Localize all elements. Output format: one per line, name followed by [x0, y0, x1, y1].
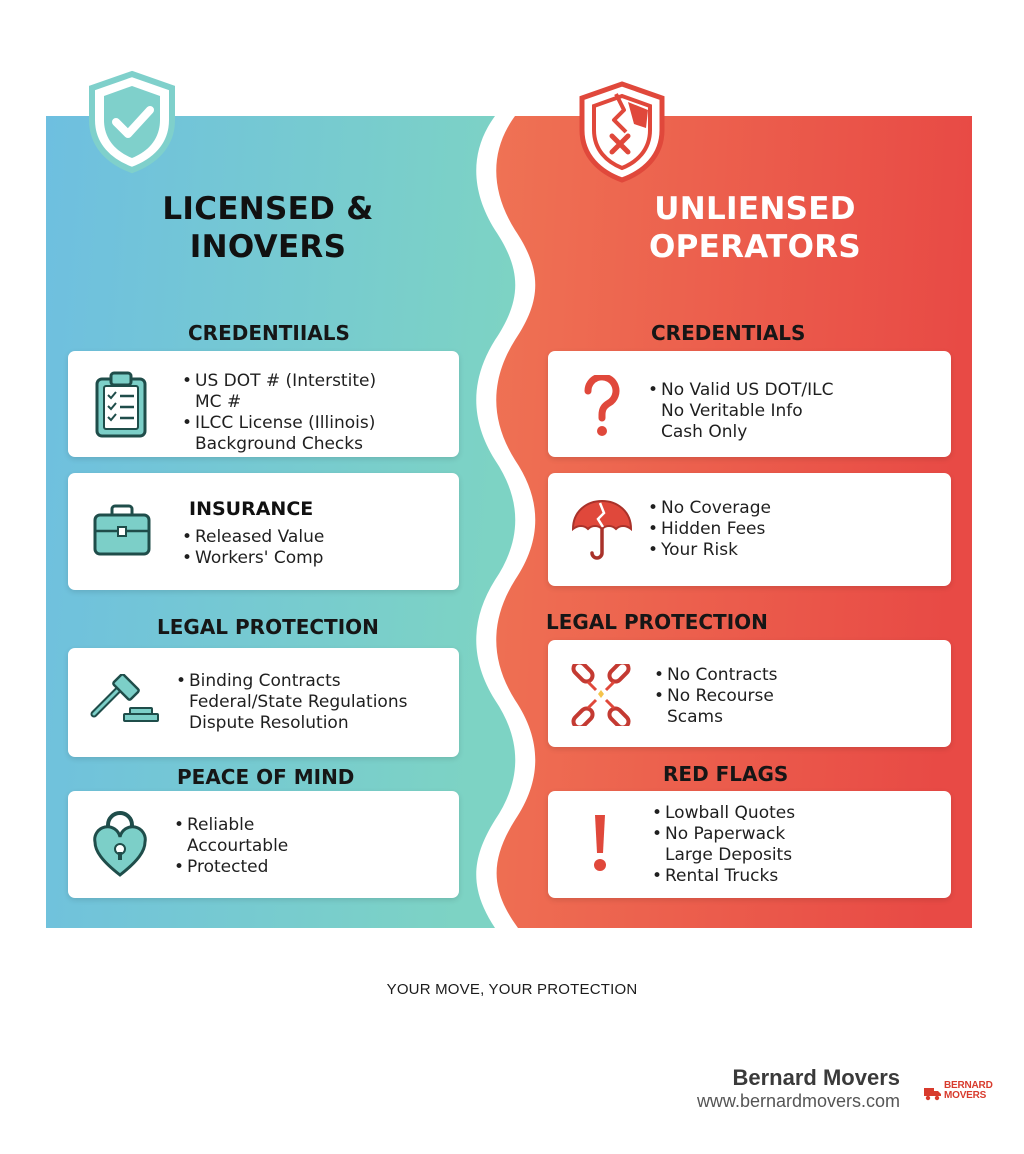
- list-item: • Hidden Fees: [648, 519, 771, 540]
- right-legal-list: [654, 665, 778, 728]
- right-credentials-list: [648, 380, 833, 443]
- list-item: Cash Only: [661, 422, 748, 442]
- list-item: Large Deposits: [665, 845, 793, 865]
- right-title-line-2: OPERATORS: [648, 229, 862, 265]
- list-item: • Your Risk: [648, 540, 771, 561]
- brand-url[interactable]: www.bernardmovers.com: [696, 1091, 900, 1111]
- list-item: • No Paperwack: [652, 824, 795, 845]
- right-legal-heading: LEGAL PROTECTION: [546, 610, 768, 634]
- broken-umbrella-icon: [570, 497, 634, 563]
- left-peace-card: [68, 791, 459, 898]
- list-item: Federal/State Regulations: [189, 692, 408, 712]
- right-red-flags-heading: RED FLAGS: [663, 762, 789, 786]
- logo-line-1: BERNARD: [944, 1080, 993, 1091]
- list-item: • Workers' Comp: [182, 548, 324, 569]
- right-red-flags-list: [652, 803, 795, 887]
- left-insurance-list: [182, 527, 324, 569]
- right-title-line-1: UNLIENSED: [654, 191, 856, 227]
- left-peace-heading: PEACE OF MIND: [177, 765, 355, 789]
- list-item: • Reliable: [174, 815, 288, 836]
- list-item: • Lowball Quotes: [652, 803, 795, 824]
- heart-lock-icon: [92, 807, 148, 879]
- left-credentials-card: [68, 351, 459, 457]
- list-item: • US DOT # (Interstite): [182, 371, 376, 392]
- list-item: • No Recourse: [654, 686, 778, 707]
- brand-name: Bernard Movers: [732, 1065, 900, 1090]
- check-shield-icon: [86, 70, 178, 174]
- briefcase-icon: [92, 503, 152, 557]
- tagline: YOUR MOVE, YOUR PROTECTION: [386, 981, 638, 998]
- right-insurance-card: [548, 473, 951, 586]
- left-insurance-card: [68, 473, 459, 590]
- right-legal-card: [548, 640, 951, 747]
- left-peace-list: [174, 815, 288, 878]
- insurance-title: INSURANCE: [189, 498, 314, 520]
- list-item: MC #: [195, 392, 242, 412]
- exclamation-icon: [592, 813, 608, 873]
- right-insurance-list: [648, 498, 771, 561]
- logo-line-2: MOVERS: [944, 1090, 987, 1101]
- right-red-flags-card: [548, 791, 951, 898]
- left-title-line-1: LICENSED &: [162, 191, 374, 227]
- left-legal-heading: LEGAL PROTECTION: [157, 615, 379, 639]
- right-credentials-heading: CREDENTIALS: [651, 321, 806, 345]
- right-panel-title: [605, 190, 905, 266]
- logo-text: [944, 1081, 993, 1101]
- list-item: • Protected: [174, 857, 288, 878]
- list-item: • No Contracts: [654, 665, 778, 686]
- left-credentials-heading: CREDENTIIALS: [188, 321, 350, 345]
- list-item: • Binding Contracts: [176, 671, 407, 692]
- left-legal-card: [68, 648, 459, 757]
- left-title-line-2: INOVERS: [189, 229, 347, 265]
- broken-chain-icon: [570, 664, 632, 726]
- list-item: No Veritable Info: [661, 401, 803, 421]
- list-item: Accourtable: [187, 836, 289, 856]
- question-mark-icon: [582, 375, 622, 439]
- list-item: Background Checks: [195, 434, 363, 454]
- right-credentials-card: [548, 351, 951, 457]
- left-panel-title: [118, 190, 418, 266]
- list-item: • Rental Trucks: [652, 866, 795, 887]
- list-item: Dispute Resolution: [189, 713, 349, 733]
- gavel-icon: [88, 674, 160, 726]
- broken-shield-icon: [576, 80, 668, 184]
- brand-logo: [922, 1080, 1004, 1104]
- truck-logo-icon: [922, 1082, 942, 1102]
- clipboard-icon: [94, 371, 148, 439]
- list-item: • No Coverage: [648, 498, 771, 519]
- list-item: • No Valid US DOT/ILC: [648, 380, 833, 401]
- list-item: • ILCC License (Illinois): [182, 413, 376, 434]
- list-item: Scams: [667, 707, 723, 727]
- left-credentials-list: [182, 371, 376, 455]
- left-legal-list: [176, 671, 407, 734]
- list-item: • Released Value: [182, 527, 324, 548]
